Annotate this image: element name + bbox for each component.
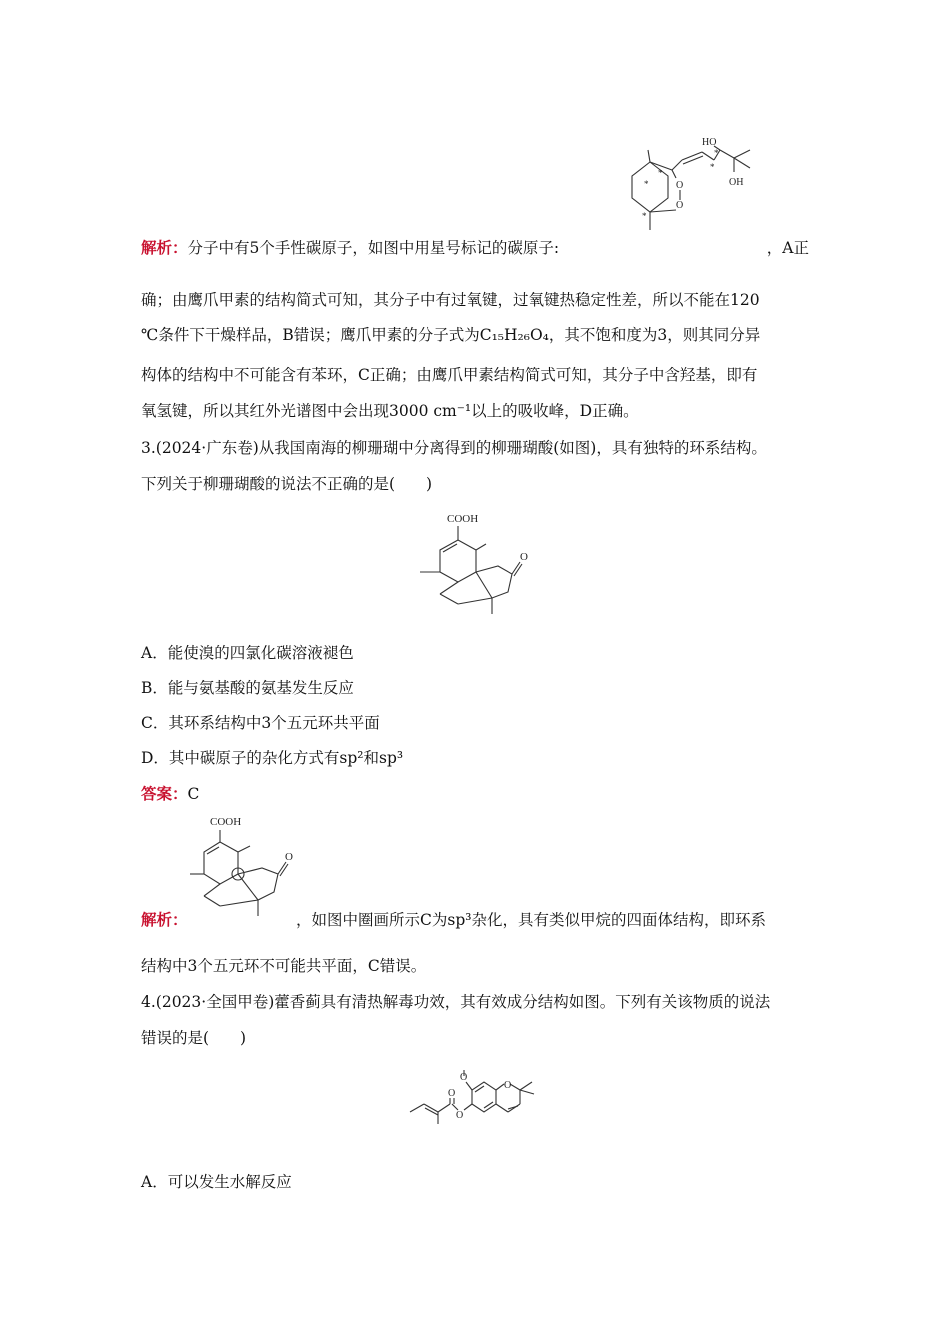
q2-analysis-line-2: ℃条件下干燥样品，B错误；鹰爪甲素的分子式为C₁₅H₂₆O₄，其不饱和度为3，则其同分异 (141, 326, 761, 344)
fig4-o-ester2: O (456, 1110, 464, 1121)
yingzhaojiasu-structure-figure (610, 130, 780, 240)
analysis-label: 解析： (141, 238, 188, 257)
fig4-o-ester1: O (448, 1088, 456, 1099)
q3-option-c: C．其环系结构中3个五元环共平面 (141, 714, 380, 732)
chiral-star-3: * (642, 211, 647, 221)
q2-analysis-line-3: 构体的结构中不可能含有苯环，C正确；由鹰爪甲素结构简式可知，其分子中含羟基，即有 (141, 366, 758, 384)
fig1-oh-label: OH (729, 177, 744, 188)
q3-analysis-label: 解析： (141, 910, 188, 929)
q3-answer-value: C (187, 785, 200, 803)
chiral-star-4: * (710, 162, 715, 172)
liushanhu-acid-circled-figure (190, 812, 310, 922)
q3-analysis-line-2: 结构中3个五元环不可能共平面，C错误。 (141, 957, 427, 975)
q2-analysis-line-1: 确；由鹰爪甲素的结构简式可知，其分子中有过氧键，过氧键热稳定性差，所以不能在120 (141, 291, 760, 309)
answer-label: 答案： (141, 784, 188, 803)
q4-stem-line-1: 4.(2023·全国甲卷)藿香蓟具有清热解毒功效，其有效成分结构如图。下列有关该物质的说法 (141, 993, 771, 1011)
fig4-o-ether: O (460, 1072, 468, 1083)
fig1-o-label-2: O (676, 200, 684, 211)
q3-option-b: B．能与氨基酸的氨基发生反应 (141, 679, 354, 697)
q3-stem-line-1: 3.(2024·广东卷)从我国南海的柳珊瑚中分离得到的柳珊瑚酸(如图)，具有独特的环系结构。 (141, 439, 767, 457)
huoxiangji-structure-figure (410, 1068, 550, 1128)
q2-analysis-first-line (141, 237, 809, 259)
liushanhu-acid-structure-figure (420, 510, 540, 620)
q2-analysis-line-4: 氧氢键，所以其红外光谱图中会出现3000 cm⁻¹以上的吸收峰，D正确。 (141, 402, 639, 420)
fig4-o-ring: O (504, 1080, 512, 1091)
q2-analysis-lead: 分子中有5个手性碳原子，如图中用星号标记的碳原子: (187, 239, 560, 257)
fig2-cooh-label: COOH (447, 513, 479, 525)
chiral-star-5: * (714, 148, 719, 158)
chiral-star-1: * (658, 168, 663, 178)
q3-analysis-first-line (141, 909, 809, 931)
fig3-cooh-label: COOH (210, 816, 242, 828)
fig3-o-label: O (285, 851, 293, 863)
q3-analysis-tail: ，如图中圈画所示C为sp³杂化，具有类似甲烷的四面体结构，即环系 (296, 911, 766, 929)
fig2-o-label: O (520, 551, 528, 563)
q4-option-a: A．可以发生水解反应 (141, 1173, 292, 1191)
q3-stem-line-2: 下列关于柳珊瑚酸的说法不正确的是( ) (141, 475, 433, 493)
fig1-o-label-1: O (676, 180, 684, 191)
q3-answer (141, 783, 199, 805)
q3-option-a: A．能使溴的四氯化碳溶液褪色 (141, 644, 354, 662)
fig1-ho-label: HO (702, 137, 717, 148)
q4-stem-line-2: 错误的是( ) (141, 1029, 247, 1047)
chiral-star-2: * (644, 179, 649, 189)
q2-analysis-tail: ，A正 (766, 239, 809, 257)
q3-option-d: D．其中碳原子的杂化方式有sp²和sp³ (141, 749, 404, 767)
